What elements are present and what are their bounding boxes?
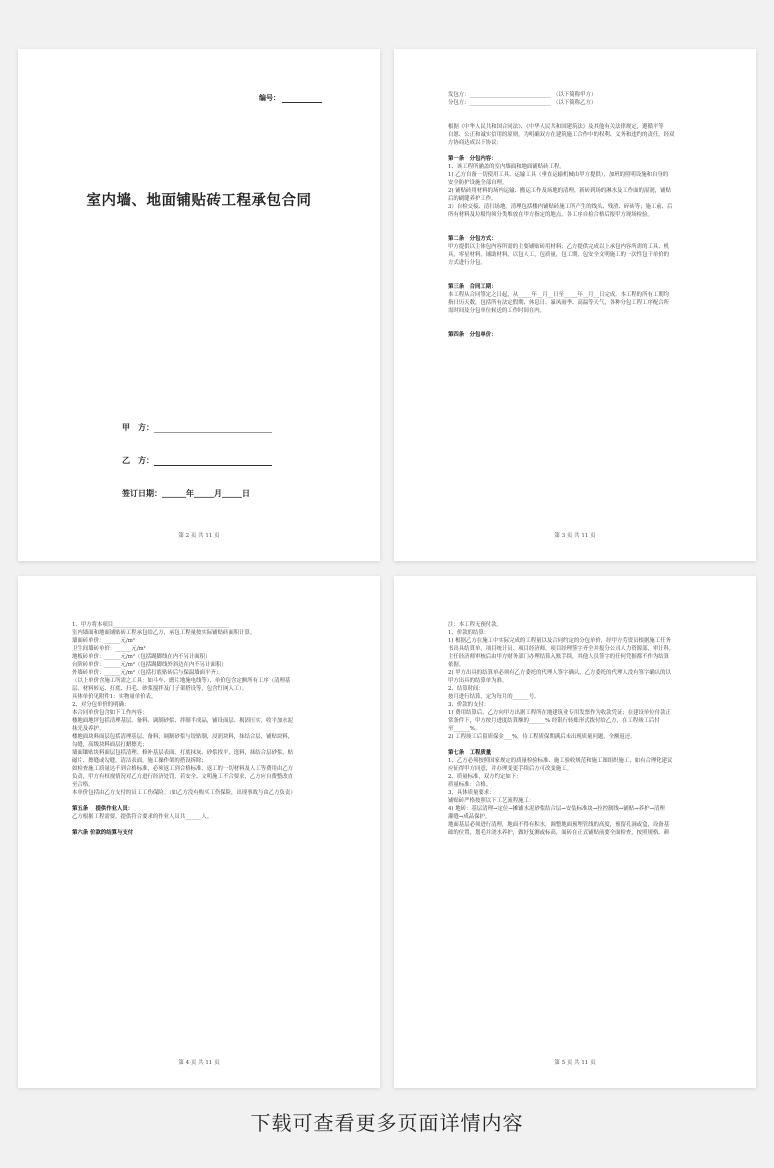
- text-line: 楼地面地坪包括清理基层、备料、调制砂浆、拌制半成品，铺设面层、揭固压实，收平加水泥: [72, 718, 294, 724]
- page-cover: [18, 49, 380, 561]
- text-line: 至______%。: [448, 726, 481, 732]
- text-line: 铺贴砖严格按照以下工艺流程施工：: [448, 798, 535, 804]
- text-line: 本工程从合同签定之日起，从_____年__月__日至_____年__月__日完成。本工程的所有工期均: [448, 292, 670, 298]
- text-line: 本合同单价包含如下工作内容：: [72, 710, 148, 716]
- text-line: 外墙砖单价：______元/m²（包括打底贴砖后与保温墙面平齐）。: [72, 670, 224, 676]
- text-line: 层、材料转运、打底、扫毛、砂浆搅拌及门子架搭设等，包含钉网人工）。: [72, 686, 248, 692]
- text-line: 2、质量标准，双方约定如下：: [448, 774, 522, 780]
- text-line: 墙面砖单价：______元/m²: [72, 638, 135, 644]
- page-3: [394, 49, 756, 561]
- text-line: 墙面镶贴块料面层包括清理、修补基层表面、打底抹灰、砂浆找平，选料，抹结合层砂浆、贴: [72, 750, 294, 756]
- page-5: [394, 576, 756, 1088]
- page-3-body: [448, 91, 708, 339]
- page-footer: 第 4 页 共 11 页: [178, 1060, 220, 1066]
- text-line: 常条件下，甲方按月进度结算额的______% 经银行转账形式拨付给乙方，在工程竣工后付: [448, 718, 660, 724]
- line-gap: [448, 315, 708, 331]
- text-line: 抹光及养护。: [72, 726, 105, 732]
- text-line: 后的刷缝养护工作。: [448, 196, 497, 202]
- section-heading: 第三条 合同工期：: [448, 284, 497, 290]
- text-line: 方协商达成以下协议：: [448, 140, 502, 146]
- text-line: 具体单价见附件1：实物量单价表。: [72, 694, 157, 700]
- text-line: 应征得甲方同意，并办理变更手续后方可改变施工。: [448, 766, 572, 772]
- party-a-label: 甲 方：: [122, 423, 154, 432]
- text-line: 具，零星材料，铺助材料，以包人工，包质量，包工期，包安全文明施工的一次性包干单价的: [448, 252, 670, 258]
- text-line: 本单价包括由乙方支付的员工工伤保险。（如乙方没有购买工伤保险，出现事故与由乙方负责）: [72, 790, 296, 796]
- contract-title: 室内墙、地面铺贴砖工程承包合同: [86, 193, 312, 209]
- serial-number-field: [259, 93, 322, 103]
- text-line: 3、具体质量要求：: [448, 790, 495, 796]
- text-line: 3）自检交接、清扫场地。清理包括楼内铺贴砖施工所产生的线头、残渣、碎砖等；施工前、后: [448, 204, 673, 210]
- text-line: 2) 铺贴砖用材料的场内运输、搬运工作及场地的清理，新砖到场的淋水及工作面的湿润，铺贴: [448, 188, 671, 194]
- download-caption: 下载可查看更多页面详情内容: [250, 1111, 524, 1135]
- text-line: 4) 地砖：基层清理→定位→摊铺水泥砂浆结合层→安装标准块→拉控制线→铺贴→养护→清理: [448, 806, 665, 812]
- text-line: 地面基层必须进行清理，地面不得有积水，调整地面预埋管线的高度，预留孔洞或盒，设备基: [448, 822, 670, 828]
- text-line: 按月进行结算，定为每月的______号。: [448, 694, 540, 700]
- text-line: 注：本工程无预付款。: [448, 622, 502, 628]
- section-heading: 第七条 工程质量: [448, 750, 492, 756]
- party-b-line: [154, 456, 272, 466]
- text-line: 指日历天数，包括所有法定假期、休息日、暴风雨季、高温等天气，各种分包工程工序配合所: [448, 300, 670, 306]
- text-line: 1、该工程所涵盖的室内墙面和地面铺贴砖工程。: [448, 164, 565, 170]
- line-gap: [72, 821, 332, 829]
- text-line: 书出具结算单，项目统计员、项目经济师，项目经理签字齐全并报分公司人力资源部，审计科，: [448, 646, 675, 652]
- text-line: 灌缝→成品保护。: [448, 814, 491, 820]
- line-gap: [72, 797, 332, 805]
- text-line: 1) 根据乙方在施工中实际完成的工程量以及合同约定的分包单价，经甲方劳资员根据施工任务: [448, 638, 671, 644]
- party-b-label: 乙 方：: [122, 456, 154, 465]
- line-gap: [448, 147, 708, 155]
- text-line: 1、甲方将本项目___________________________________________: [72, 622, 230, 628]
- text-line: 负责，甲方有权视情况对乙方进行经济处罚，若安全、文明施工不合要求，乙方应自费整改直: [72, 774, 294, 780]
- text-line: 1、乙方必须按照国家规定的质量检验标准、施工验收规范和施工图组织施工，如有合理化建议: [448, 758, 673, 764]
- text-line: 地板砖单价：______元/m²（包括踢脚线在内不另计面积）: [72, 654, 211, 660]
- text-line: 甲方出具的结算单为准。: [448, 678, 508, 684]
- text-line: 乙方根据工程需要，提供符合要求的作业人员共______人。: [72, 814, 213, 820]
- text-line: 础的位置，划毛并浇水养护，做好复测或标高，面砖在正式铺贴前要全面检查，按照规格、颜: [448, 830, 670, 836]
- page-footer: 第 5 页 共 11 页: [554, 1060, 596, 1066]
- text-line: 3、价款的支付：: [448, 702, 490, 708]
- text-line: 楼地面块料面层包括清理基层、备料、调制砂浆与铰贴制，浸润块料，抹结合层，铺贴块料，: [72, 734, 294, 740]
- line-gap: [448, 107, 708, 123]
- text-line: 所有材料及垃圾均须分类堆放在甲方指定的地点，各工序自检合格后报甲方现场检验。: [448, 212, 653, 218]
- text-line: 1) 乙方自备一切使用工具、运输工具（垂直运输机械由甲方提供），加班的照明设施和自身的: [448, 172, 669, 178]
- page-4: [18, 576, 380, 1088]
- page-5-body: [448, 621, 708, 837]
- page-footer: 第 3 页 共 11 页: [554, 533, 596, 539]
- party-b-field: [122, 455, 272, 466]
- text-line: 安全防护设施全部自理。: [448, 180, 508, 186]
- text-line: 2) 甲方出具的结算单必须有乙方委托的代理人签字确认，乙方委托的代理人没有签字确认的以: [448, 670, 671, 676]
- party-a-line: [154, 423, 272, 433]
- serial-blank-line: [282, 94, 322, 103]
- text-line: 台阶砖单价：______元/m²（包括踢脚线外斜边在内不另计面积）: [72, 662, 227, 668]
- text-line: 自愿、公正和诚实信用的原则，为明确双方在建筑施工合作中的权利、义务和违约的责任，经双: [448, 132, 675, 138]
- text-line: 根据《中华人民共和国合同法》、《中华人民共和国建筑法》及其他有关法律规定，遵循平等: [448, 124, 664, 130]
- text-line: （以上单价含施工所需之工具：如斗车、磨片地施电线等），单价包含定额所有工序（清理基: [72, 678, 291, 684]
- text-line: 2、对分包单价的明确：: [72, 702, 130, 708]
- text-line: 勾缝，高级块料面层打蜡擦光；: [72, 742, 148, 748]
- party-a-field: [122, 422, 272, 433]
- section-heading: 第四条 分包单价：: [448, 332, 497, 338]
- sign-date-field: 签订日期：______年_____月_____日: [122, 489, 250, 498]
- text-line: 如检查施工质量达不到合格标准，必须返工到合格标准，返工的一切材料及人工等费用由乙方: [72, 766, 294, 772]
- section-heading: 第五条 提供作业人员：: [72, 806, 134, 812]
- text-line: 磁片、擦缝或勾缝，清洁表面，施工操作架的搭设拆除；: [72, 758, 207, 764]
- text-line: 需时间及分包单位候送的工作时间在内。: [448, 308, 546, 314]
- text-line: 发包方：______________________________ （以下简称甲方）: [448, 92, 597, 98]
- text-line: 卫生间墙砖单价：______元/m²: [72, 646, 146, 652]
- line-gap: [448, 219, 708, 235]
- line-gap: [448, 267, 708, 283]
- section-heading: 第二条 分包方式：: [448, 236, 497, 242]
- text-line: 依据。: [448, 662, 465, 668]
- text-line: 质量标准：合格。: [448, 782, 492, 788]
- line-gap: [448, 741, 708, 749]
- page-4-body: [72, 621, 332, 837]
- text-line: 主任经济师审核后由甲方财务部门办理结算入账手续，其他人员签字的任何凭据都不作为结算: [448, 654, 670, 660]
- section-heading: 第六条 价款的结算与支付: [72, 830, 134, 836]
- section-heading: 第一条 分包内容：: [448, 156, 497, 162]
- text-line: 1) 费用结算后，乙方向甲方出据工程所在地建筑业专用发票作为收款凭证；在建设单位付款正: [448, 710, 671, 716]
- text-line: 2、结算时间：: [448, 686, 484, 692]
- page-footer: 第 2 页 共 11 页: [178, 533, 220, 539]
- text-line: 方式进行分包。: [448, 260, 486, 266]
- text-line: 分包方：______________________________ （以下简称乙方）: [448, 100, 597, 106]
- text-line: 至合格。: [72, 782, 94, 788]
- serial-label: 编号：: [259, 94, 280, 102]
- text-line: 1、价款的结算：: [448, 630, 490, 636]
- text-line: 甲方提供以主体包内容所需的主要铺贴砖用材料；乙方提供完成以上承包内容所需的工具、机: [448, 244, 670, 250]
- text-line: 2) 工程竣工后留质保金___%，待工程质保期满后未出现质量问题，全额返还。: [448, 734, 636, 740]
- text-line: 室内墙面和地面铺贴砖工程承包给乙方，承包工程量按实际铺贴砖面积计算。: [72, 630, 256, 636]
